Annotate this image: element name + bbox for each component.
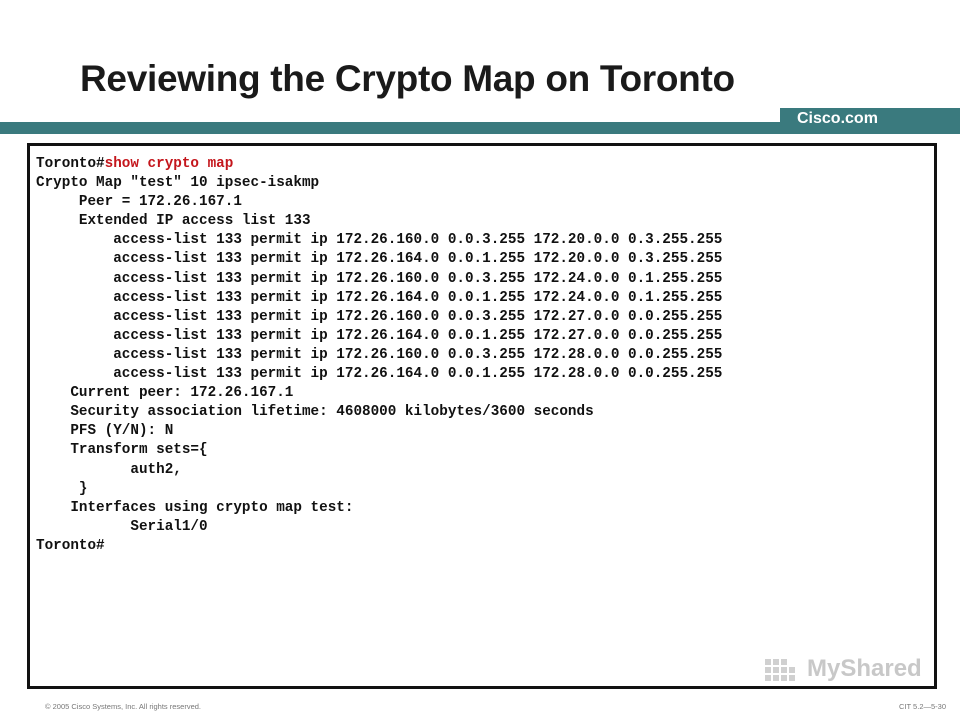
terminal-line: access-list 133 permit ip 172.26.160.0 0.0.3.255 172.28.0.0 0.0.255.255 [36,346,723,363]
terminal-line: access-list 133 permit ip 172.26.160.0 0.0.3.255 172.24.0.0 0.1.255.255 [36,270,723,287]
copyright-text: © 2005 Cisco Systems, Inc. All rights reserved. [45,702,202,711]
terminal-line: Serial1/0 [36,518,208,535]
watermark-grid-icon [765,659,801,685]
terminal-line: access-list 133 permit ip 172.26.160.0 0.0.3.255 172.20.0.0 0.3.255.255 [36,232,723,249]
terminal-line: } [36,480,88,497]
prompt-text: Toronto# [36,156,105,172]
watermark-logo [765,655,925,689]
terminal-line: Toronto# [36,537,105,554]
terminal-line: Security association lifetime: 4608000 kilobytes/3600 seconds [36,404,594,421]
terminal-line: access-list 133 permit ip 172.26.164.0 0.0.1.255 172.24.0.0 0.1.255.255 [36,289,723,306]
terminal-line: Crypto Map "test" 10 ipsec-isakmp [36,175,320,192]
terminal-line: Transform sets={ [36,442,208,459]
command-text: show crypto map [104,156,234,172]
terminal-line: Peer = 172.26.167.1 [36,194,242,211]
terminal-output [36,155,722,556]
terminal-line: Extended IP access list 133 [36,213,311,230]
slide-reference: CIT 5.2—5-30 [899,702,946,711]
terminal-line: access-list 133 permit ip 172.26.164.0 0.0.1.255 172.20.0.0 0.3.255.255 [36,251,723,268]
brand-label: Cisco.com [797,110,878,127]
terminal-line: Current peer: 172.26.167.1 [36,385,294,402]
terminal-line: auth2, [36,461,182,478]
terminal-line: access-list 133 permit ip 172.26.164.0 0.0.1.255 172.28.0.0 0.0.255.255 [36,366,723,383]
terminal-window [27,143,937,689]
terminal-line: PFS (Y/N): N [36,423,174,440]
terminal-line: access-list 133 permit ip 172.26.160.0 0.0.3.255 172.27.0.0 0.0.255.255 [36,308,723,325]
terminal-line: access-list 133 permit ip 172.26.164.0 0.0.1.255 172.27.0.0 0.0.255.255 [36,327,723,344]
command-line [36,155,722,174]
watermark-text: MyShared [807,655,922,682]
terminal-line: Interfaces using crypto map test: [36,499,354,516]
page-title: Reviewing the Crypto Map on Toronto [80,58,735,99]
